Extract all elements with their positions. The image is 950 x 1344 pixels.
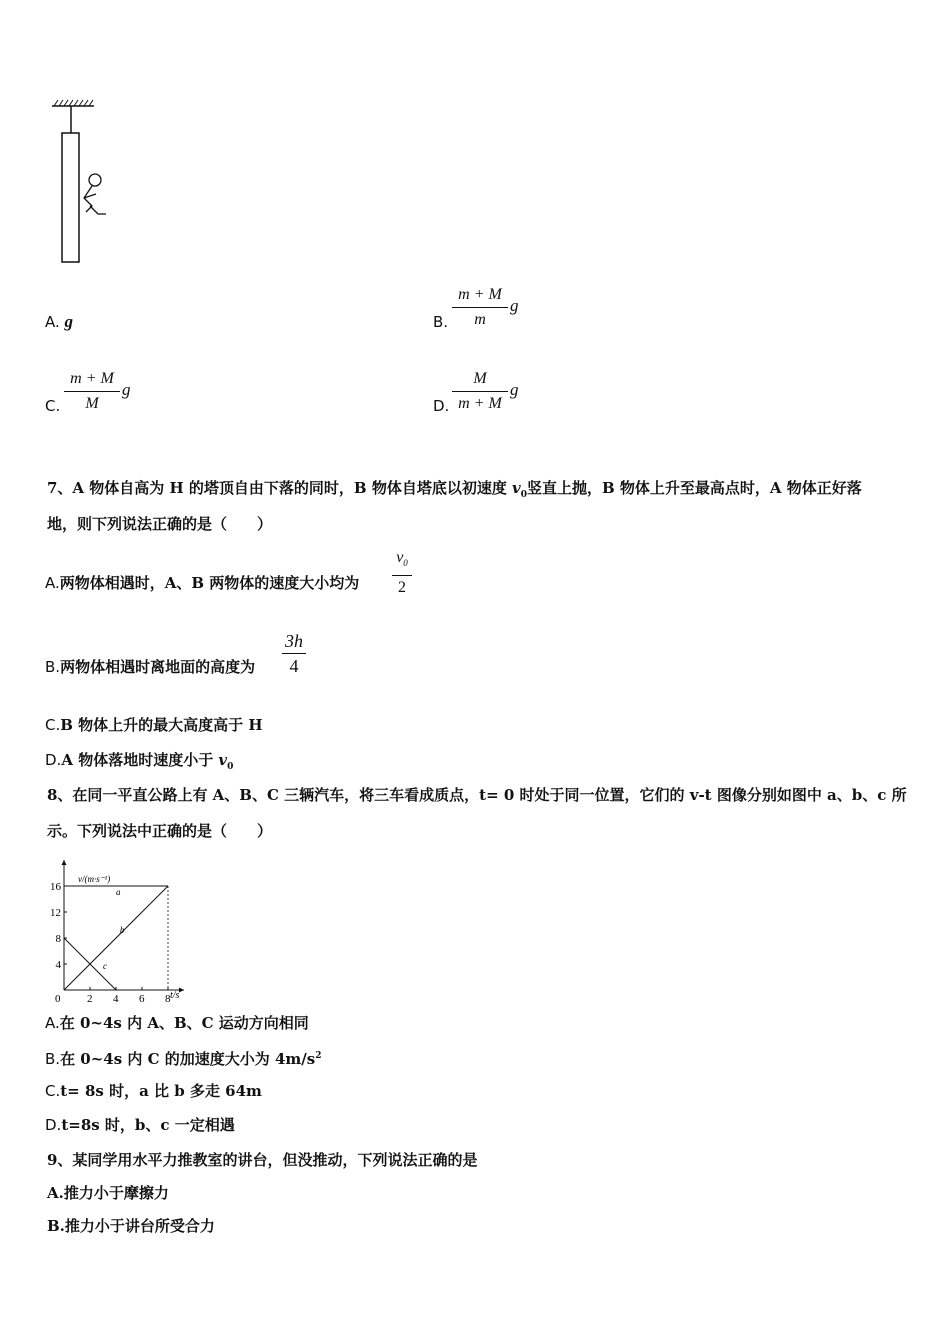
- q7-option-a-label: A.: [45, 574, 60, 592]
- y-tick-label: 8: [55, 933, 61, 945]
- x-tick-label: 8: [165, 993, 171, 1004]
- q7-option-a-num-v: v: [396, 549, 404, 566]
- q8-option-d-label: D.: [45, 1116, 62, 1134]
- q8-option-a-text: 在 0~4s 内 A、B、C 运动方向相同: [59, 1014, 309, 1032]
- q7-option-c: [45, 715, 263, 735]
- q7-stem-part1: 7、A 物体自高为 H 的塔顶自由下落的同时，B 物体自塔底以初速度: [47, 479, 513, 497]
- q7-stem-part2: 竖直上抛，B 物体上升至最高点时，A 物体正好落: [527, 479, 862, 497]
- q7-option-a-num-sub: 0: [403, 558, 408, 569]
- q7-option-c-label: C.: [45, 716, 61, 734]
- q7-option-d: [45, 750, 233, 777]
- q6-option-b-tail: g: [510, 296, 519, 315]
- q7-option-a: [45, 573, 359, 593]
- rod-figure: [48, 98, 118, 268]
- q7-option-d-v: v: [218, 751, 228, 769]
- fraction-bar: [392, 575, 412, 576]
- q7-option-a-fraction: [392, 548, 412, 598]
- series-label-c: c: [103, 961, 107, 972]
- q7-option-b-text: 两物体相遇时离地面的高度为: [60, 658, 256, 676]
- q7-option-a-numerator: [392, 548, 412, 573]
- q8-option-b: [45, 1046, 322, 1069]
- q6-option-c-denominator: M: [85, 395, 99, 412]
- q9-option-b: B.推力小于讲台所受合力: [47, 1217, 215, 1235]
- series-label-a: a: [116, 887, 121, 898]
- q7-v0-symbol: v: [512, 479, 521, 497]
- q7-option-c-text: B 物体上升的最大高度高于 H: [60, 716, 263, 734]
- series-label-b: b: [119, 924, 125, 935]
- fraction-bar: [64, 391, 120, 392]
- q6-option-d-numerator: M: [473, 370, 487, 387]
- series-line-b: [64, 886, 168, 990]
- q8-stem-line2: 示。下列说法中正确的是（ ）: [47, 822, 273, 840]
- q8-option-b-sup: 2: [315, 1051, 322, 1061]
- q6-option-c-fraction: [64, 369, 120, 414]
- q7-option-d-label: D.: [45, 751, 62, 769]
- x-tick-label: 0: [55, 993, 61, 1004]
- q7-option-a-text: 两物体相遇时，A、B 两物体的速度大小均为: [59, 574, 360, 592]
- x-axis-arrow: [179, 988, 184, 993]
- q7-option-b-label: B.: [45, 658, 61, 676]
- q7-option-b-numerator: 3h: [285, 631, 303, 651]
- q6-option-b-fraction: [452, 285, 508, 330]
- q6-option-d-denominator: m + M: [458, 395, 502, 412]
- q6-option-c-tail: g: [122, 380, 131, 399]
- y-tick-label: 16: [50, 881, 61, 893]
- q6-option-a-value: g: [64, 312, 74, 331]
- q8-option-c-text: t= 8s 时，a 比 b 多走 64m: [60, 1082, 262, 1100]
- q6-option-c-label: C.: [45, 397, 61, 415]
- q6-option-d-tail: g: [510, 380, 519, 399]
- q6-option-b-numerator: m + M: [458, 286, 502, 303]
- q8-stem-line1: 8、在同一平直公路上有 A、B、C 三辆汽车，将三车看成质点，t= 0 时处于同一位置，它们的 v-t 图像分别如图中 a、b、c 所: [47, 786, 907, 804]
- q8-option-b-label: B.: [45, 1050, 61, 1068]
- y-tick-label: 12: [50, 907, 61, 919]
- q8-option-a-label: A.: [45, 1014, 60, 1032]
- q7-option-a-denominator: 2: [398, 579, 406, 597]
- q6-option-b-label: B.: [433, 313, 449, 331]
- fraction-bar: [282, 653, 306, 654]
- q7-option-b: [45, 657, 255, 677]
- q9-option-a: A.推力小于摩擦力: [47, 1184, 169, 1202]
- x-tick-label: 2: [87, 993, 93, 1004]
- q6-option-a: [45, 312, 73, 332]
- q6-option-c-numerator: m + M: [70, 370, 114, 387]
- q6-option-a-label: A.: [45, 313, 60, 331]
- q8-option-c: [45, 1081, 262, 1101]
- x-tick-label: 6: [139, 993, 145, 1004]
- chart-x-axis-label: t/s: [170, 990, 180, 1001]
- q7-option-d-text: A 物体落地时速度小于: [61, 751, 219, 769]
- q8-option-d: [45, 1115, 235, 1135]
- q7-option-b-denominator: 4: [289, 656, 299, 676]
- vt-chart: [44, 856, 194, 1004]
- q9-stem: 9、某同学用水平力推教室的讲台，但没推动，下列说法正确的是: [47, 1151, 478, 1169]
- q8-option-b-text: 在 0~4s 内 C 的加速度大小为 4m/s: [60, 1050, 316, 1068]
- q7-stem-line1: [47, 478, 862, 505]
- x-tick-label: 4: [113, 993, 119, 1004]
- y-axis-arrow: [62, 860, 67, 865]
- q7-v0-subscript: 0: [520, 490, 528, 500]
- chart-y-axis-label: v/(m·s⁻¹): [78, 874, 111, 884]
- q7-option-b-fraction: [282, 631, 306, 676]
- fraction-bar: [452, 391, 508, 392]
- q7-stem-line2: 地，则下列说法正确的是（ ）: [47, 515, 273, 533]
- q8-option-a: [45, 1013, 309, 1033]
- q8-option-c-label: C.: [45, 1082, 61, 1100]
- q6-option-b-denominator: m: [474, 311, 486, 328]
- q6-option-d-label: D.: [433, 397, 450, 415]
- y-tick-label: 4: [55, 959, 61, 971]
- q7-option-d-sub: 0: [227, 762, 234, 772]
- q6-option-d-fraction: [452, 369, 508, 414]
- fraction-bar: [452, 307, 508, 308]
- q8-option-d-text: t=8s 时，b、c 一定相遇: [61, 1116, 235, 1134]
